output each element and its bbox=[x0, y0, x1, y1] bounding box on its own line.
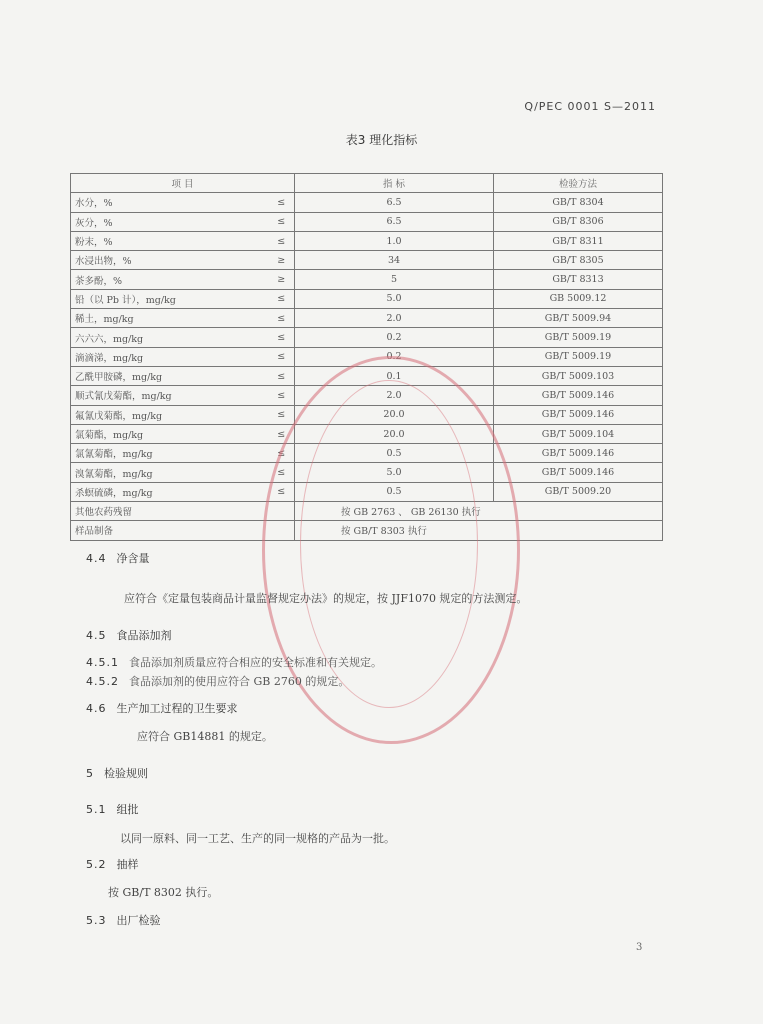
table-row bbox=[71, 502, 663, 521]
table-row bbox=[71, 251, 663, 270]
header-value: 指 标 bbox=[295, 174, 494, 193]
row-comparator: ≤ bbox=[269, 386, 295, 405]
section-4-5-1: 4.5.1 食品添加剂质量应符合相应的安全标准和有关规定。 bbox=[86, 656, 382, 669]
table-row bbox=[71, 463, 663, 482]
row-comparator: ≥ bbox=[269, 251, 295, 270]
row-item: 乙酰甲胺磷，mg/kg bbox=[71, 366, 269, 385]
row-item: 六六六，mg/kg bbox=[71, 328, 269, 347]
row-comparator: ≤ bbox=[269, 405, 295, 424]
row-value: 5 bbox=[295, 270, 494, 289]
table-row bbox=[71, 482, 663, 501]
row-method: GB/T 5009.20 bbox=[494, 482, 663, 501]
section-4-4-heading: 4.4 净含量 bbox=[86, 552, 150, 565]
section-4-4-body: 应符合《定量包装商品计量监督规定办法》的规定，按 JJF1070 规定的方法测定。 bbox=[124, 592, 528, 605]
table-row bbox=[71, 193, 663, 212]
row-value: 34 bbox=[295, 251, 494, 270]
row-item: 铅（以 Pb 计），mg/kg bbox=[71, 289, 269, 308]
row-merged-text: 按 GB/T 8303 执行 bbox=[295, 521, 663, 540]
row-comparator: ≤ bbox=[269, 289, 295, 308]
row-value: 0.1 bbox=[295, 366, 494, 385]
row-method: GB/T 8306 bbox=[494, 212, 663, 231]
section-5-2-heading: 5.2 抽样 bbox=[86, 858, 139, 871]
row-method: GB/T 8304 bbox=[494, 193, 663, 212]
row-comparator: ≤ bbox=[269, 366, 295, 385]
row-comparator: ≤ bbox=[269, 482, 295, 501]
row-comparator: ≤ bbox=[269, 328, 295, 347]
table-row bbox=[71, 231, 663, 250]
section-4-6-body: 应符合 GB14881 的规定。 bbox=[137, 730, 273, 743]
row-comparator: ≤ bbox=[269, 309, 295, 328]
table-row bbox=[71, 270, 663, 289]
row-item: 杀螟硫磷，mg/kg bbox=[71, 482, 269, 501]
section-4-5-2: 4.5.2 食品添加剂的使用应符合 GB 2760 的规定。 bbox=[86, 675, 350, 688]
table-row bbox=[71, 309, 663, 328]
row-comparator: ≤ bbox=[269, 212, 295, 231]
row-item: 样品制备 bbox=[71, 521, 295, 540]
row-value: 6.5 bbox=[295, 193, 494, 212]
row-value: 0.2 bbox=[295, 347, 494, 366]
row-value: 1.0 bbox=[295, 231, 494, 250]
row-item: 顺式氰戊菊酯，mg/kg bbox=[71, 386, 269, 405]
row-item: 粉末，% bbox=[71, 231, 269, 250]
row-item: 氯菊酯，mg/kg bbox=[71, 424, 269, 443]
row-method: GB/T 5009.103 bbox=[494, 366, 663, 385]
row-value: 0.5 bbox=[295, 482, 494, 501]
row-comparator: ≤ bbox=[269, 424, 295, 443]
row-value: 20.0 bbox=[295, 405, 494, 424]
row-comparator: ≤ bbox=[269, 193, 295, 212]
row-method: GB/T 8313 bbox=[494, 270, 663, 289]
row-value: 6.5 bbox=[295, 212, 494, 231]
row-method: GB/T 8311 bbox=[494, 231, 663, 250]
section-4-6-heading: 4.6 生产加工过程的卫生要求 bbox=[86, 702, 238, 715]
row-method: GB/T 5009.19 bbox=[494, 328, 663, 347]
row-item: 水浸出物，% bbox=[71, 251, 269, 270]
table-title: 表3 理化指标 bbox=[345, 133, 418, 147]
row-item: 灰分，% bbox=[71, 212, 269, 231]
physicochemical-table bbox=[70, 173, 663, 541]
row-value: 20.0 bbox=[295, 424, 494, 443]
table-row bbox=[71, 521, 663, 540]
row-value: 2.0 bbox=[295, 386, 494, 405]
header-item: 项 目 bbox=[71, 174, 295, 193]
table-row bbox=[71, 289, 663, 308]
row-item: 氟氰戊菊酯，mg/kg bbox=[71, 405, 269, 424]
row-comparator: ≤ bbox=[269, 347, 295, 366]
row-method: GB/T 5009.94 bbox=[494, 309, 663, 328]
row-comparator: ≤ bbox=[269, 444, 295, 463]
section-5-3-heading: 5.3 出厂检验 bbox=[86, 914, 161, 927]
table-row bbox=[71, 405, 663, 424]
row-value: 2.0 bbox=[295, 309, 494, 328]
row-method: GB/T 5009.146 bbox=[494, 405, 663, 424]
row-item: 稀土，mg/kg bbox=[71, 309, 269, 328]
table-row bbox=[71, 328, 663, 347]
row-method: GB/T 5009.146 bbox=[494, 463, 663, 482]
table-row bbox=[71, 444, 663, 463]
table-row bbox=[71, 366, 663, 385]
table-row bbox=[71, 386, 663, 405]
table-row bbox=[71, 347, 663, 366]
document-code: Q/PEC 0001 S—2011 bbox=[524, 100, 656, 113]
section-5-2-body: 按 GB/T 8302 执行。 bbox=[108, 886, 219, 899]
row-item: 溴氰菊酯，mg/kg bbox=[71, 463, 269, 482]
row-method: GB/T 5009.19 bbox=[494, 347, 663, 366]
row-comparator: ≤ bbox=[269, 463, 295, 482]
row-value: 5.0 bbox=[295, 289, 494, 308]
row-comparator: ≤ bbox=[269, 231, 295, 250]
table-header-row bbox=[71, 174, 663, 193]
row-method: GB/T 5009.146 bbox=[494, 444, 663, 463]
row-value: 5.0 bbox=[295, 463, 494, 482]
row-method: GB 5009.12 bbox=[494, 289, 663, 308]
section-4-5-heading: 4.5 食品添加剂 bbox=[86, 629, 172, 642]
section-5-heading: 5 检验规则 bbox=[86, 767, 148, 780]
row-item: 其他农药残留 bbox=[71, 502, 295, 521]
section-5-1-body: 以同一原料、同一工艺、生产的同一规格的产品为一批。 bbox=[120, 832, 395, 845]
row-item: 水分，% bbox=[71, 193, 269, 212]
row-item: 茶多酚，% bbox=[71, 270, 269, 289]
page-number: 3 bbox=[636, 942, 643, 953]
table-row bbox=[71, 212, 663, 231]
row-item: 氯氰菊酯，mg/kg bbox=[71, 444, 269, 463]
row-value: 0.2 bbox=[295, 328, 494, 347]
row-item: 滴滴涕，mg/kg bbox=[71, 347, 269, 366]
row-comparator: ≥ bbox=[269, 270, 295, 289]
row-merged-text: 按 GB 2763 、 GB 26130 执行 bbox=[295, 502, 663, 521]
row-method: GB/T 5009.146 bbox=[494, 386, 663, 405]
header-method: 检验方法 bbox=[494, 174, 663, 193]
row-method: GB/T 8305 bbox=[494, 251, 663, 270]
row-value: 0.5 bbox=[295, 444, 494, 463]
section-5-1-heading: 5.1 组批 bbox=[86, 803, 139, 816]
row-method: GB/T 5009.104 bbox=[494, 424, 663, 443]
table-row bbox=[71, 424, 663, 443]
